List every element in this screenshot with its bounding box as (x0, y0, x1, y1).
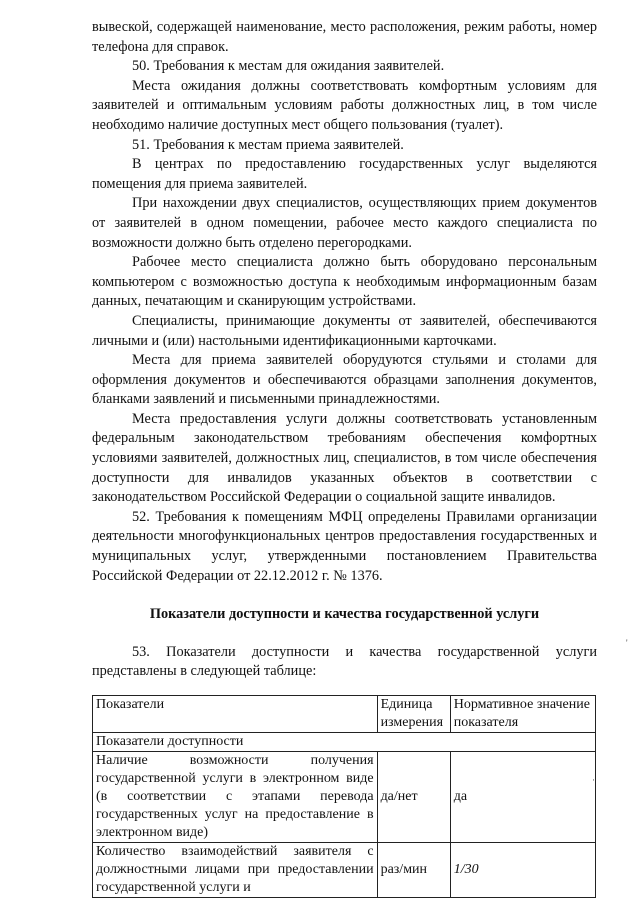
paragraph: В центрах по предоставлению государственных услуг выделяются помещения для приема заявителей. (92, 156, 597, 192)
document-page (92, 18, 597, 898)
table-row (93, 843, 596, 898)
row-indicator: Наличие возможности получения государственной услуги в электронном виде (в соответствии с этапами перевода государственных услуг на предоставление в электронном виде) (93, 752, 378, 843)
table-row (93, 752, 596, 843)
header-unit: Единица измерения (377, 696, 450, 733)
paragraph: Места предоставления услуги должны соответствовать установленным федеральным законодательством требованиям обеспечения комфортных условиями заявителей, должностных лиц, специалистов, в том числе обеспечения доступности для инвалидов указанных объектов в соответствии с законодательством Российской Федерации о социальной защите инвалидов. (92, 410, 597, 506)
scan-mark: · (592, 775, 595, 785)
paragraph: 50. Требования к местам для ожидания заявителей. (132, 58, 445, 75)
intro-paragraph: 53. Показатели доступности и качества государственной услуги представлены в следующей таблице: (92, 643, 597, 680)
row-value: 1/30 (450, 843, 595, 898)
header-value: Нормативное значение показателя (450, 696, 595, 733)
indicators-table (92, 695, 596, 898)
row-unit: раз/мин (377, 843, 450, 898)
table-group-row (93, 733, 596, 752)
paragraph: При нахождении двух специалистов, осуществляющих прием документов от заявителей в одном помещении, рабочее место каждого специалиста по возможности должно быть отделено перегородками. (92, 195, 597, 251)
table-header-row (93, 696, 596, 733)
paragraph: Места для приема заявителей оборудуются стульями и столами для оформления документов и обеспечиваются образцами заполнения документов, бланками заявлений и письменными принадлежностями. (92, 352, 597, 408)
row-indicator: Количество взаимодействий заявителя с должностными лицами при предоставлении государственной услуги и (93, 843, 378, 898)
paragraph: вывеской, содержащей наименование, место расположения, режим работы, номер телефона для справок. (92, 19, 597, 55)
paragraph: Специалисты, принимающие документы от заявителей, обеспечиваются личными и (или) настольными идентификационными карточками. (92, 312, 597, 349)
group-title: Показатели доступности (93, 733, 596, 752)
row-value: да (450, 752, 595, 843)
paragraph: 51. Требования к местам приема заявителей. (132, 136, 404, 153)
paragraph: Места ожидания должны соответствовать комфортным условиям для заявителей и оптимальным условиям работы должностных лиц, в том числе необходимо наличие доступных мест общего пользования (туалет). (92, 77, 597, 133)
header-indicator: Показатели (93, 696, 378, 733)
section-heading: Показатели доступности и качества государственной услуги (149, 606, 540, 623)
paragraph: 52. Требования к помещениям МФЦ определены Правилами организации деятельности многофункциональных центров предоставления государственных и муниципальных услуг, утвержденными постановлением Правительства Российской Федерации от 22.12.2012 г. № 1376. (92, 508, 597, 584)
scan-mark: ' (626, 638, 628, 648)
row-unit: да/нет (377, 752, 450, 843)
paragraph: Рабочее место специалиста должно быть оборудовано персональным компьютером с возможностью доступа к необходимым информационным базам данных, печатающим и сканирующим устройствами. (92, 254, 597, 310)
